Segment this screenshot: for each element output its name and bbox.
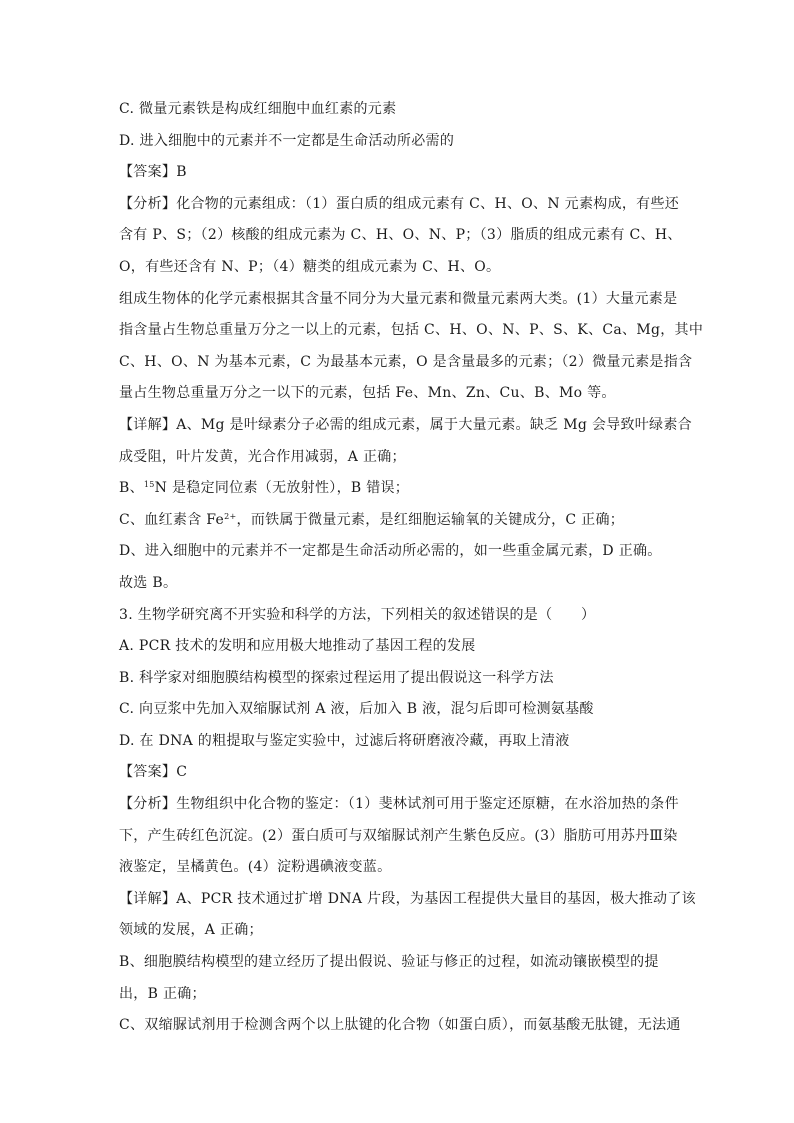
body-line: C、H、O、N 为基本元素，C 为最基本元素，O 是含量最多的元素；（2）微量元素是指含 <box>119 353 693 370</box>
question-3-option-b: B. 科学家对细胞膜结构模型的探索过程运用了提出假说这一科学方法 <box>119 669 554 686</box>
heme-line <box>119 512 679 528</box>
analysis-line: 含有 P、S；（2）核酸的组成元素为 C、H、O、N、P；（3）脂质的组成元素有 C、H、 <box>119 227 682 244</box>
isotope-line <box>119 480 679 496</box>
question-3-option-a: A. PCR 技术的发明和应用极大地推动了基因工程的发展 <box>119 638 476 655</box>
detail-line: 出，B 正确； <box>119 985 206 1002</box>
answer-line: 【答案】C <box>119 764 188 781</box>
detail-line: 领域的发展，A 正确； <box>119 922 263 939</box>
analysis-line: 下，产生砖红色沉淀。(2）蛋白质可与双缩脲试剂产生紫色反应。(3）脂肪可用苏丹Ⅲ染 <box>119 827 678 844</box>
question-3-option-c: C. 向豆浆中先加入双缩脲试剂 A 液，后加入 B 液，混匀后即可检测氨基酸 <box>119 701 594 718</box>
heme-superscript: 2+ <box>224 511 237 521</box>
question-3-option-d: D. 在 DNA 的粗提取与鉴定实验中，过滤后将研磨液冷藏，再取上清液 <box>119 732 570 749</box>
detail-line: 【详解】A、PCR 技术通过扩增 DNA 片段，为基因工程提供大量目的基因，极大推动了该 <box>119 890 696 907</box>
analysis-line: 【分析】生物组织中化合物的鉴定：（1）斐林试剂可用于鉴定还原糖，在水浴加热的条件 <box>119 796 679 813</box>
option-d-line: D. 进入细胞中的元素并不一定都是生命活动所必需的 <box>119 132 455 149</box>
analysis-line: 液鉴定，呈橘黄色。(4）淀粉遇碘液变蓝。 <box>119 859 392 876</box>
detail-line: 【详解】A、Mg 是叶绿素分子必需的组成元素，属于大量元素。缺乏 Mg 会导致叶绿素合 <box>119 416 692 433</box>
analysis-line: O，有些还含有 N、P；（4）糖类的组成元素为 C、H、O。 <box>119 258 501 275</box>
option-c-line: C. 微量元素铁是构成红细胞中血红素的元素 <box>119 101 397 117</box>
detail-line: C、双缩脲试剂用于检测含两个以上肽键的化合物（如蛋白质），而氨基酸无肽键，无法通 <box>119 1017 681 1034</box>
body-line: 量占生物总重量万分之一以下的元素，包括 Fe、Mn、Zn、Cu、B、Mo 等。 <box>119 385 616 402</box>
detail-line: 成受阻，叶片发黄，光合作用减弱，A 正确； <box>119 448 406 465</box>
conclusion-line: 故选 B。 <box>119 574 178 591</box>
detail-line: B、细胞膜结构模型的建立经历了提出假说、验证与修正的过程，如流动镶嵌模型的提 <box>119 954 659 971</box>
analysis-line: 【分析】化合物的元素组成：（1）蛋白质的组成元素有 C、H、O、N 元素构成，有些还 <box>119 195 680 212</box>
body-line: 指含量占生物总重量万分之一以上的元素，包括 C、H、O、N、P、S、K、Ca、Mg，其中 <box>119 322 704 339</box>
body-line: 组成生物体的化学元素根据其含量不同分为大量元素和微量元素两大类。(1）大量元素是 <box>119 290 678 307</box>
question-3-stem: 3. 生物学研究离不开实验和科学的方法，下列相关的叙述错误的是（ ） <box>119 606 596 623</box>
document-page <box>119 101 704 1049</box>
heme-prefix: C、血红素含 Fe <box>119 511 225 528</box>
detail-line: D、进入细胞中的元素并不一定都是生命活动所必需的，如一些重金属元素，D 正确。 <box>119 543 662 560</box>
heme-rest: ，而铁属于微量元素，是红细胞运输氧的关键成分，C 正确； <box>236 511 625 528</box>
answer-line: 【答案】B <box>119 164 187 181</box>
isotope-prefix: B、 <box>119 480 144 497</box>
isotope-superscript: 15 <box>143 480 155 490</box>
isotope-rest: N 是稳定同位素（无放射性），B 错误； <box>154 480 410 497</box>
